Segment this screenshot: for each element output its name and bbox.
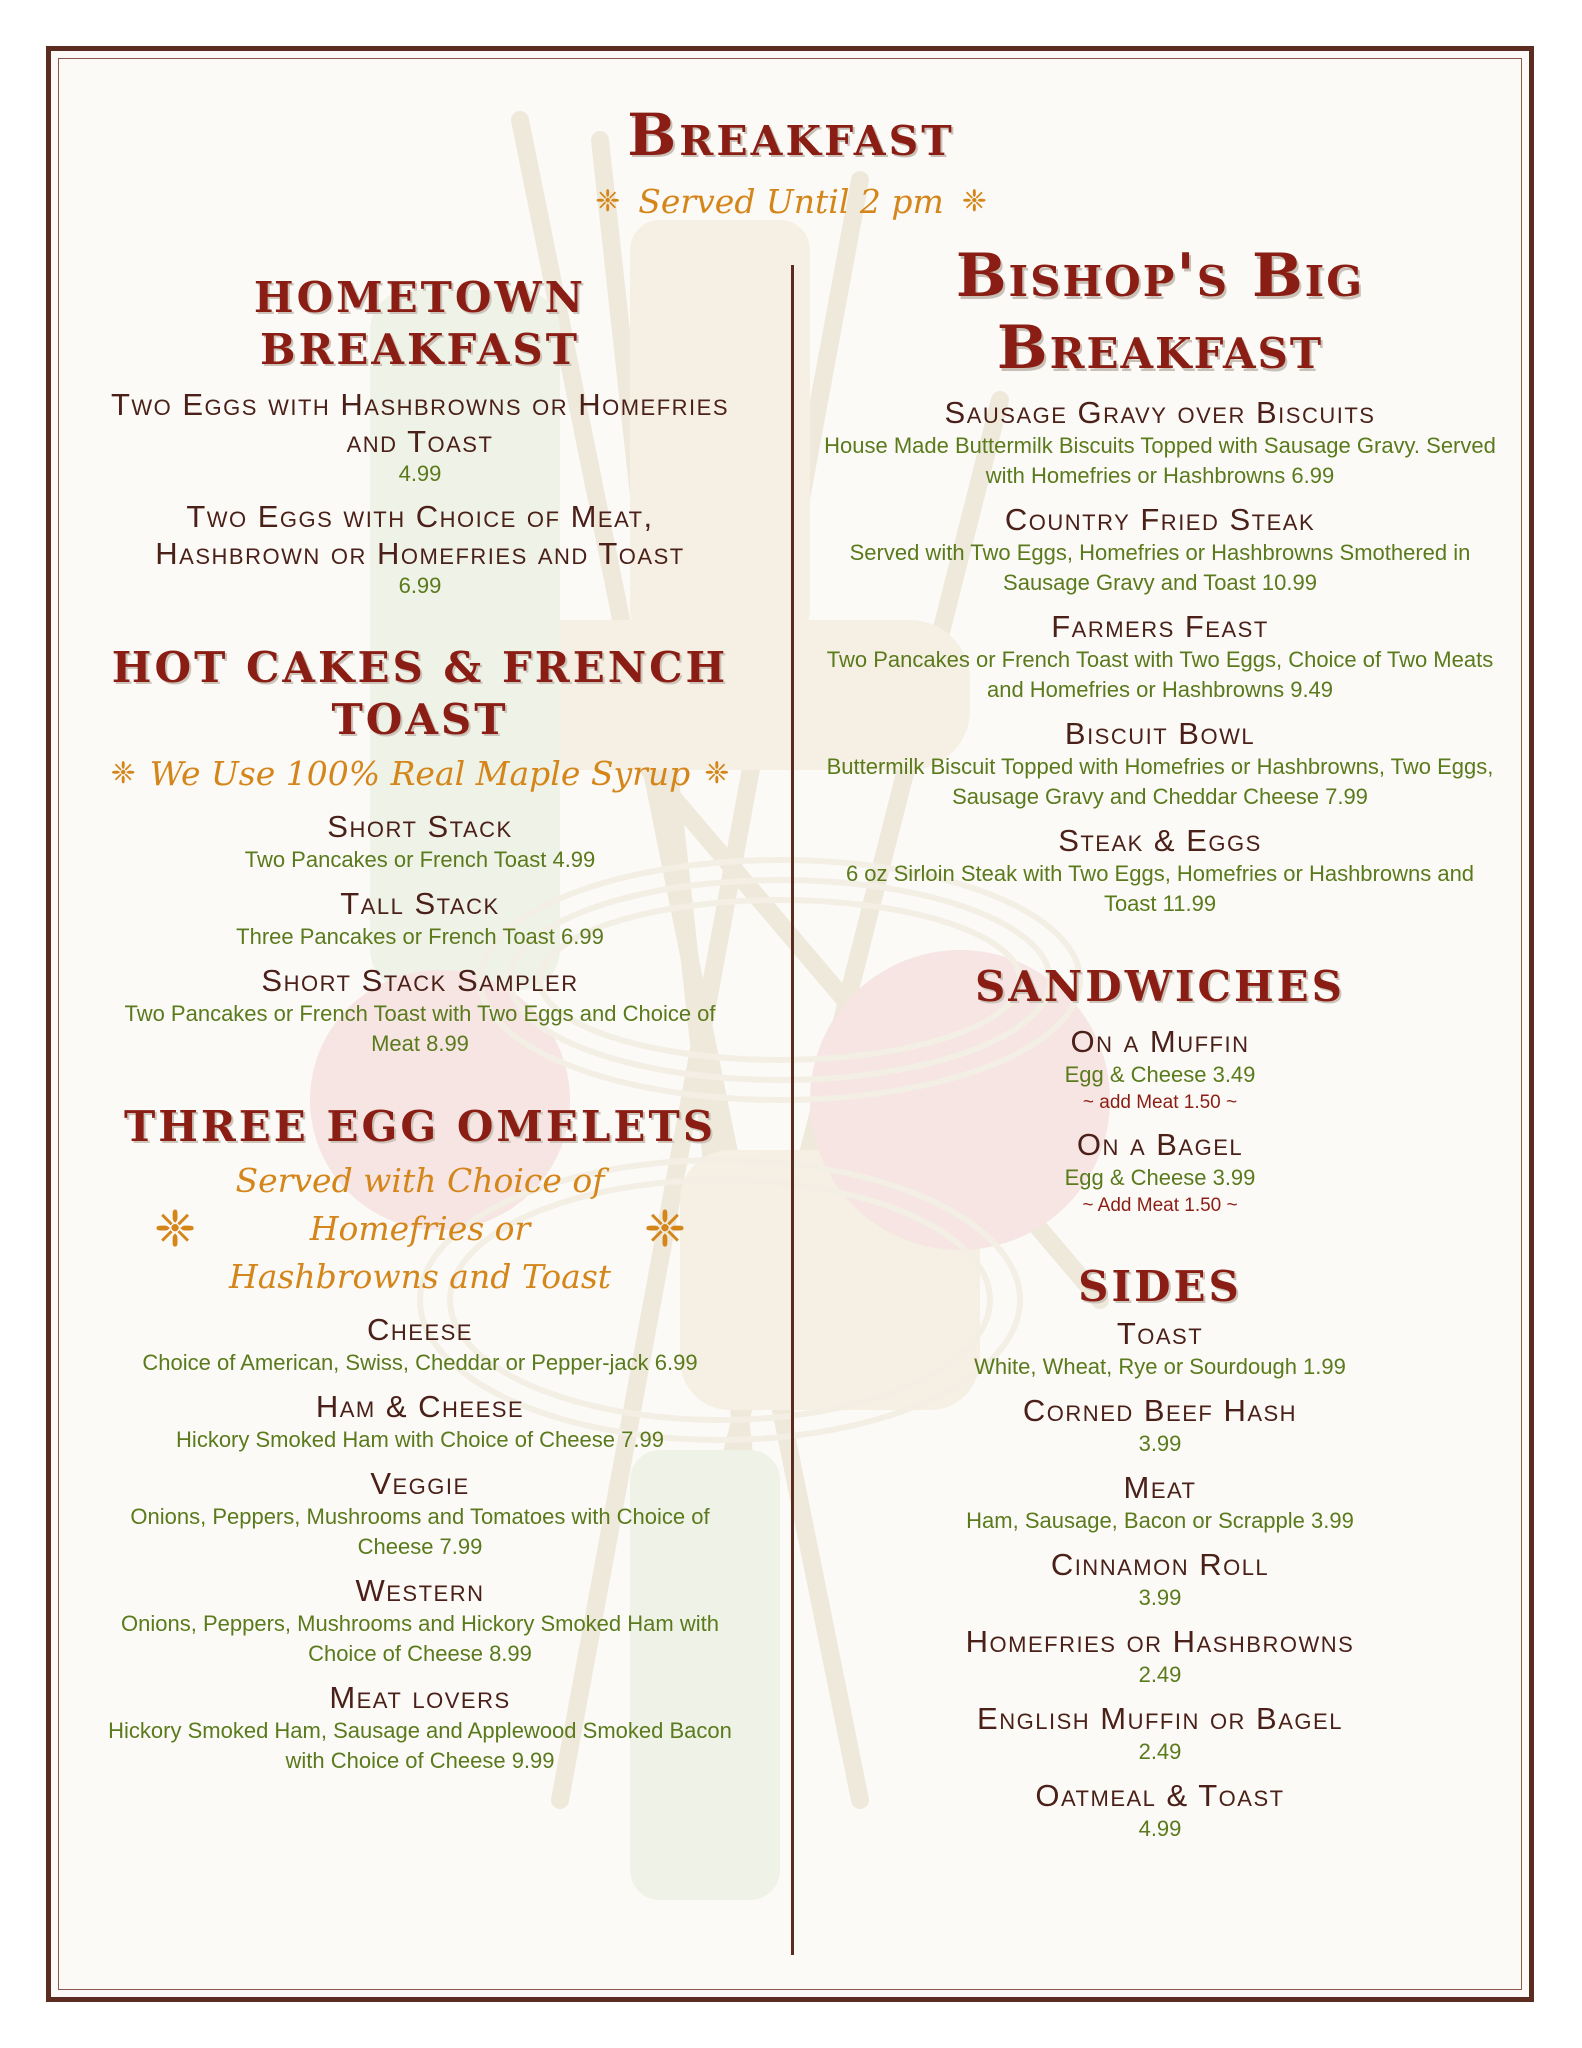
item-name: Farmers Feast xyxy=(1051,609,1269,644)
item-name: Western xyxy=(355,1573,485,1608)
diamond-flourish-icon: ❈ xyxy=(704,756,730,791)
menu-item xyxy=(820,1315,1500,1382)
item-name: Steak & Eggs xyxy=(1058,823,1262,858)
item-name: Two Eggs with Hashbrowns or Homefries and Toast xyxy=(110,387,730,459)
item-desc: Ham, Sausage, Bacon or Scrapple 3.99 xyxy=(966,1508,1354,1533)
item-extra: ~ add Meat 1.50 ~ xyxy=(1082,1092,1238,1113)
section-subtitle-hotcakes: We Use 100% Real Maple Syrup xyxy=(149,754,691,793)
item-name: Short Stack xyxy=(327,809,513,844)
menu-item xyxy=(100,1388,740,1455)
menu-item xyxy=(100,498,740,600)
item-name: Meat xyxy=(1123,1470,1197,1505)
menu-item xyxy=(820,608,1500,705)
item-desc: Three Pancakes or French Toast 6.99 xyxy=(236,924,604,949)
item-name: English Muffin or Bagel xyxy=(977,1701,1343,1736)
item-desc: Onions, Peppers, Mushrooms and Tomatoes with Choice of Cheese 7.99 xyxy=(130,1504,710,1559)
menu-subtitle: Served Until 2 pm xyxy=(638,182,944,221)
menu-item xyxy=(820,715,1500,812)
item-desc: 2.49 xyxy=(1138,1739,1182,1764)
item-name: Ham & Cheese xyxy=(315,1389,525,1424)
menu-item xyxy=(820,394,1500,491)
item-desc: 2.49 xyxy=(1138,1662,1182,1687)
menu-item xyxy=(820,1392,1500,1459)
section-title-omelets: THREE EGG OMELETS xyxy=(123,1102,717,1151)
item-desc: Hickory Smoked Ham with Choice of Cheese 7.99 xyxy=(176,1427,664,1452)
item-desc: Egg & Cheese 3.99 xyxy=(1064,1165,1256,1190)
section-title-big-breakfast-line1: Bishop's Big xyxy=(955,241,1365,311)
menu-item xyxy=(100,386,740,488)
item-name: Two Eggs with Choice of Meat, Hashbrown or Homefries and Toast xyxy=(155,499,685,571)
item-desc: 3.99 xyxy=(1138,1431,1182,1456)
section-subtitle-row xyxy=(100,750,740,798)
menu-item xyxy=(100,962,740,1059)
item-desc: House Made Buttermilk Biscuits Topped with Sausage Gravy. Served with Homefries or Hashbrowns 6.99 xyxy=(824,433,1496,488)
item-name: Oatmeal & Toast xyxy=(1035,1778,1285,1813)
section-title-hometown: HOMETOWN BREAKFAST xyxy=(253,273,587,374)
item-name: Biscuit Bowl xyxy=(1064,716,1256,751)
diamond-flourish-icon: ❈ xyxy=(154,1200,196,1258)
menu-title: Breakfast xyxy=(627,101,955,169)
menu-item xyxy=(820,1700,1500,1767)
item-name: Country Fried Steak xyxy=(1004,502,1316,537)
section-subtitle-row xyxy=(100,1157,740,1301)
item-name: On a Muffin xyxy=(1070,1024,1250,1059)
item-desc: Two Pancakes or French Toast with Two Eggs and Choice of Meat 8.99 xyxy=(124,1001,716,1056)
menu-subtitle-row xyxy=(0,182,1582,221)
diamond-flourish-icon: ❈ xyxy=(961,184,987,219)
item-desc: Two Pancakes or French Toast 4.99 xyxy=(244,847,596,872)
menu-item xyxy=(100,1572,740,1669)
item-desc: Buttermilk Biscuit Topped with Homefries or Hashbrowns, Two Eggs, Sausage Gravy and Cheddar Cheese 7.99 xyxy=(826,754,1494,809)
diamond-flourish-icon: ❈ xyxy=(595,184,621,219)
item-name: Short Stack Sampler xyxy=(261,963,579,998)
section-title-big-breakfast-line2: Breakfast xyxy=(996,313,1324,383)
diamond-flourish-icon: ❈ xyxy=(644,1200,686,1258)
section-title-hotcakes: HOT CAKES & FRENCH TOAST xyxy=(111,643,729,744)
item-name: Tall Stack xyxy=(340,886,500,921)
spacer xyxy=(100,1059,740,1101)
menu-item xyxy=(820,1469,1500,1536)
item-name: Meat lovers xyxy=(329,1680,511,1715)
item-price: 6.99 xyxy=(398,573,442,598)
menu-item xyxy=(820,1126,1500,1219)
spacer xyxy=(100,600,740,642)
section-title-sandwiches: SANDWICHES xyxy=(975,962,1345,1011)
section-title-sides: SIDES xyxy=(1078,1262,1242,1311)
item-name: Corned Beef Hash xyxy=(1022,1393,1298,1428)
item-name: Toast xyxy=(1116,1316,1204,1351)
item-desc: Served with Two Eggs, Homefries or Hashbrowns Smothered in Sausage Gravy and Toast 10.99 xyxy=(849,540,1471,595)
item-desc: Egg & Cheese 3.49 xyxy=(1064,1062,1256,1087)
diamond-flourish-icon: ❈ xyxy=(110,756,136,791)
right-column xyxy=(820,240,1500,1844)
menu-item xyxy=(820,1623,1500,1690)
section-subtitle-omelets: Served with Choice of Homefries or Hashbrowns and Toast xyxy=(228,1161,612,1296)
item-name: On a Bagel xyxy=(1076,1127,1244,1162)
item-name: Veggie xyxy=(370,1466,470,1501)
menu-item xyxy=(100,885,740,952)
menu-item xyxy=(100,1465,740,1562)
item-desc: Two Pancakes or French Toast with Two Eggs, Choice of Two Meats and Homefries or Hashbrowns 9.49 xyxy=(826,647,1494,702)
item-name: Cheese xyxy=(367,1312,473,1347)
spacer xyxy=(820,1219,1500,1261)
item-desc: Choice of American, Swiss, Cheddar or Pepper-jack 6.99 xyxy=(142,1350,698,1375)
item-extra: ~ Add Meat 1.50 ~ xyxy=(1082,1195,1238,1216)
item-desc: 3.99 xyxy=(1138,1585,1182,1610)
left-column xyxy=(100,272,740,1776)
item-desc: 4.99 xyxy=(1138,1816,1182,1841)
menu-header xyxy=(0,100,1582,221)
column-divider xyxy=(791,265,794,1955)
item-name: Cinnamon Roll xyxy=(1050,1547,1270,1582)
item-name: Sausage Gravy over Biscuits xyxy=(944,395,1376,430)
menu-item xyxy=(100,1311,740,1378)
item-desc: 6 oz Sirloin Steak with Two Eggs, Homefries or Hashbrowns and Toast 11.99 xyxy=(845,861,1475,916)
item-desc: Onions, Peppers, Mushrooms and Hickory Smoked Ham with Choice of Cheese 8.99 xyxy=(121,1611,719,1666)
item-name: Homefries or Hashbrowns xyxy=(965,1624,1355,1659)
menu-item xyxy=(820,1777,1500,1844)
menu-item xyxy=(820,1546,1500,1613)
menu-item xyxy=(100,808,740,875)
item-desc: White, Wheat, Rye or Sourdough 1.99 xyxy=(974,1354,1346,1379)
menu-item xyxy=(100,1679,740,1776)
spacer xyxy=(820,919,1500,961)
menu-item xyxy=(820,822,1500,919)
item-price: 4.99 xyxy=(398,461,442,486)
menu-item xyxy=(820,1023,1500,1116)
menu-item xyxy=(820,501,1500,598)
item-desc: Hickory Smoked Ham, Sausage and Applewood Smoked Bacon with Choice of Cheese 9.99 xyxy=(108,1718,732,1773)
